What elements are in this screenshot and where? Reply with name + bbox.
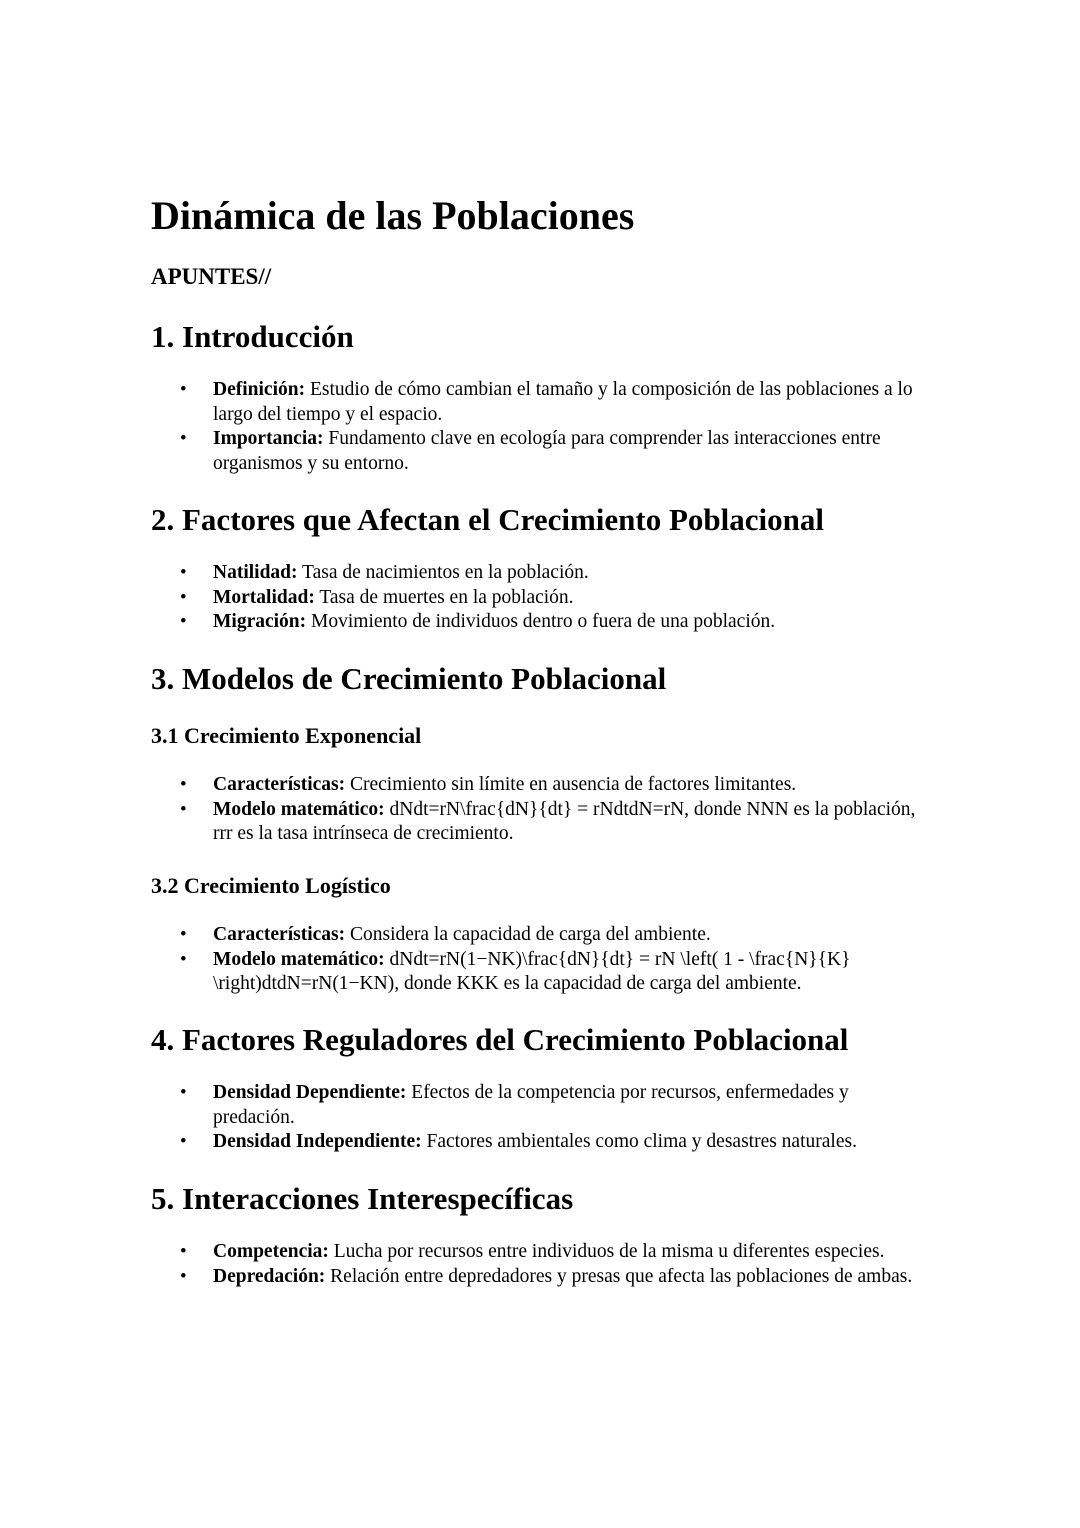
- section-introduccion: [151, 317, 931, 476]
- section-heading: 3. Modelos de Crecimiento Poblacional: [151, 661, 667, 696]
- section-modelos: [151, 659, 931, 699]
- item-text: Relación entre depredadores y presas que afecta las poblaciones de ambas.: [325, 1265, 913, 1287]
- item-text: Efectos de la competencia por recursos, enfermedades y predación.: [213, 1082, 849, 1128]
- item-text: dNdt=rN(1−NK)\frac{dN}{dt} = rN \left( 1 - \frac{N}{K} \right)dtdN=rN(1−KN), donde KKK es la capacidad de carga del ambiente.: [213, 948, 851, 994]
- list-item: [213, 610, 931, 635]
- item-label: Competencia:: [213, 1241, 329, 1262]
- bullet-list: [151, 378, 931, 476]
- item-label: Natilidad:: [213, 562, 298, 583]
- subsection-exponencial: [151, 721, 931, 847]
- list-item: [213, 561, 931, 586]
- item-text: Tasa de muertes en la población.: [314, 586, 574, 608]
- bullet-list: [151, 1081, 931, 1155]
- item-text: Fundamento clave en ecología para comprender las interacciones entre organismos y su entorno.: [213, 428, 881, 474]
- bullet-list: [151, 1240, 931, 1289]
- item-label: Mortalidad:: [213, 586, 315, 608]
- bullet-list: [151, 773, 931, 847]
- item-label: Modelo matemático:: [213, 798, 385, 820]
- list-item: [213, 948, 931, 997]
- subsection-logistico: [151, 871, 931, 997]
- subsection-heading: 3.2 Crecimiento Logístico: [151, 873, 391, 898]
- section-factores: [151, 500, 931, 635]
- item-label: Importancia:: [213, 428, 324, 449]
- item-label: Modelo matemático:: [213, 948, 385, 970]
- list-item: [213, 1265, 931, 1290]
- item-text: Factores ambientales como clima y desastres naturales.: [421, 1131, 857, 1152]
- section-heading: 5. Interacciones Interespecíficas: [151, 1181, 574, 1216]
- list-item: [213, 798, 931, 847]
- list-item: [213, 1130, 931, 1155]
- list-item: [213, 378, 931, 427]
- list-item: [213, 1240, 931, 1265]
- item-text: Lucha por recursos entre individuos de la misma u diferentes especies.: [328, 1241, 885, 1262]
- page-subtitle: APUNTES//: [151, 264, 272, 289]
- item-text: dNdt=rN\frac{dN}{dt} = rNdtdN=rN, donde NNN es la población, rrr es la tasa intrínseca de crecimiento.: [213, 798, 916, 844]
- list-item: [213, 427, 931, 476]
- section-reguladores: [151, 1020, 931, 1155]
- item-label: Densidad Dependiente:: [213, 1082, 407, 1103]
- bullet-list: [151, 923, 931, 997]
- subsection-heading: 3.1 Crecimiento Exponencial: [151, 723, 422, 748]
- section-heading: 4. Factores Reguladores del Crecimiento Poblacional: [151, 1022, 849, 1057]
- section-heading: 1. Introducción: [151, 319, 354, 354]
- item-label: Densidad Independiente:: [213, 1131, 422, 1152]
- item-label: Depredación:: [213, 1265, 326, 1287]
- section-interacciones: [151, 1179, 931, 1289]
- list-item: [213, 1081, 931, 1130]
- item-text: Tasa de nacimientos en la población.: [297, 562, 589, 583]
- section-heading: 2. Factores que Afectan el Crecimiento Poblacional: [151, 502, 824, 537]
- item-text: Considera la capacidad de carga del ambiente.: [345, 924, 711, 945]
- item-text: Movimiento de individuos dentro o fuera de una población.: [306, 611, 776, 632]
- item-label: Migración:: [213, 611, 307, 632]
- item-text: Crecimiento sin límite en ausencia de factores limitantes.: [345, 774, 797, 795]
- list-item: [213, 923, 931, 948]
- item-label: Características:: [213, 774, 346, 795]
- bullet-list: [151, 561, 931, 635]
- page-title: Dinámica de las Poblaciones: [151, 193, 635, 238]
- list-item: [213, 773, 931, 798]
- item-label: Características:: [213, 924, 346, 945]
- item-label: Definición:: [213, 379, 306, 400]
- item-text: Estudio de cómo cambian el tamaño y la composición de las poblaciones a lo largo del tiempo y el espacio.: [213, 379, 913, 425]
- list-item: [213, 586, 931, 611]
